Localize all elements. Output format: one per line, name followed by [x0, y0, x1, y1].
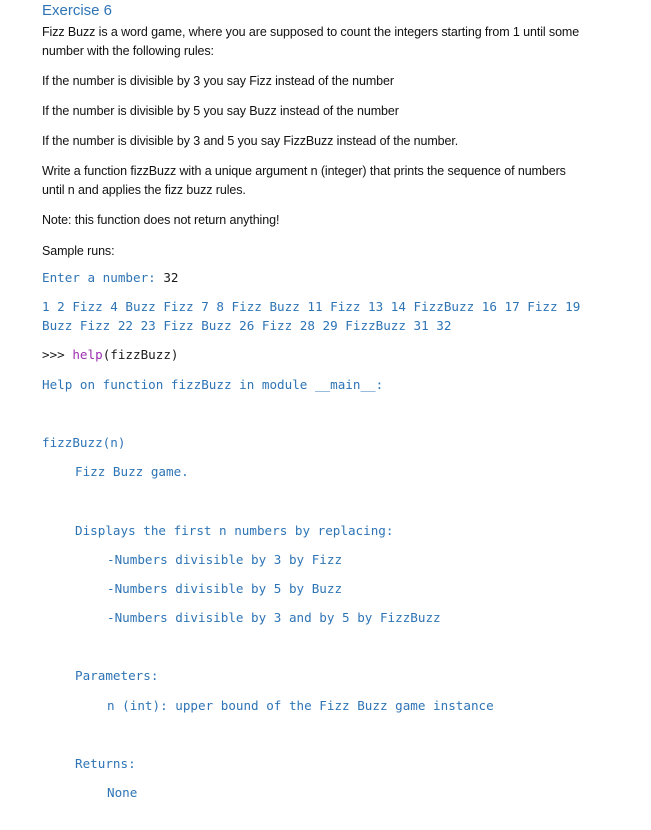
docstring-parameters-label: Parameters: [75, 668, 159, 683]
intro-line-2: number with the following rules: [42, 44, 214, 58]
docstring-summary: Fizz Buzz game. [75, 464, 189, 479]
docstring-param-n: n (int): upper bound of the Fizz Buzz game instance [107, 698, 494, 713]
output-line-2: Buzz Fizz 22 23 Fizz Buzz 26 Fizz 28 29 FizzBuzz 31 32 [42, 318, 452, 333]
exercise-heading: Exercise 6 [42, 2, 113, 19]
repl-call-line [42, 345, 179, 365]
rule-fizzbuzz: If the number is divisible by 3 and 5 you say FizzBuzz instead of the number. [42, 134, 459, 148]
docstring-rule-fizz: -Numbers divisible by 3 by Fizz [107, 552, 343, 567]
docstring-returns-value: None [107, 785, 138, 800]
repl-prompt: >>> [42, 347, 73, 362]
docstring-displays: Displays the first n numbers by replacing: [75, 523, 394, 538]
input-prompt-line [42, 268, 179, 288]
output-line-1: 1 2 Fizz 4 Buzz Fizz 7 8 Fizz Buzz 11 Fizz 13 14 FizzBuzz 16 17 Fizz 19 [42, 299, 581, 314]
intro-line-1: Fizz Buzz is a word game, where you are supposed to count the integers starting from 1 until some [42, 25, 580, 39]
rule-fizz: If the number is divisible by 3 you say Fizz instead of the number [42, 74, 394, 88]
note-text: Note: this function does not return anything! [42, 213, 280, 227]
task-line-2: until n and applies the fizz buzz rules. [42, 183, 246, 197]
repl-help-fn: help [72, 347, 103, 362]
docstring-returns-label: Returns: [75, 756, 136, 771]
input-prompt-value: 32 [163, 270, 179, 285]
task-line-1: Write a function fizzBuzz with a unique argument n (integer) that prints the sequence of numbers [42, 164, 566, 178]
docstring-rule-fizzbuzz: -Numbers divisible by 3 and by 5 by FizzBuzz [107, 610, 441, 625]
docstring-rule-buzz: -Numbers divisible by 5 by Buzz [107, 581, 343, 596]
function-signature: fizzBuzz(n) [42, 435, 126, 450]
sample-runs-label: Sample runs: [42, 244, 115, 258]
help-header: Help on function fizzBuzz in module __main__: [42, 377, 384, 392]
input-prompt-text: Enter a number: [42, 270, 164, 285]
repl-help-args: (fizzBuzz) [102, 347, 179, 362]
rule-buzz: If the number is divisible by 5 you say Buzz instead of the number [42, 104, 399, 118]
